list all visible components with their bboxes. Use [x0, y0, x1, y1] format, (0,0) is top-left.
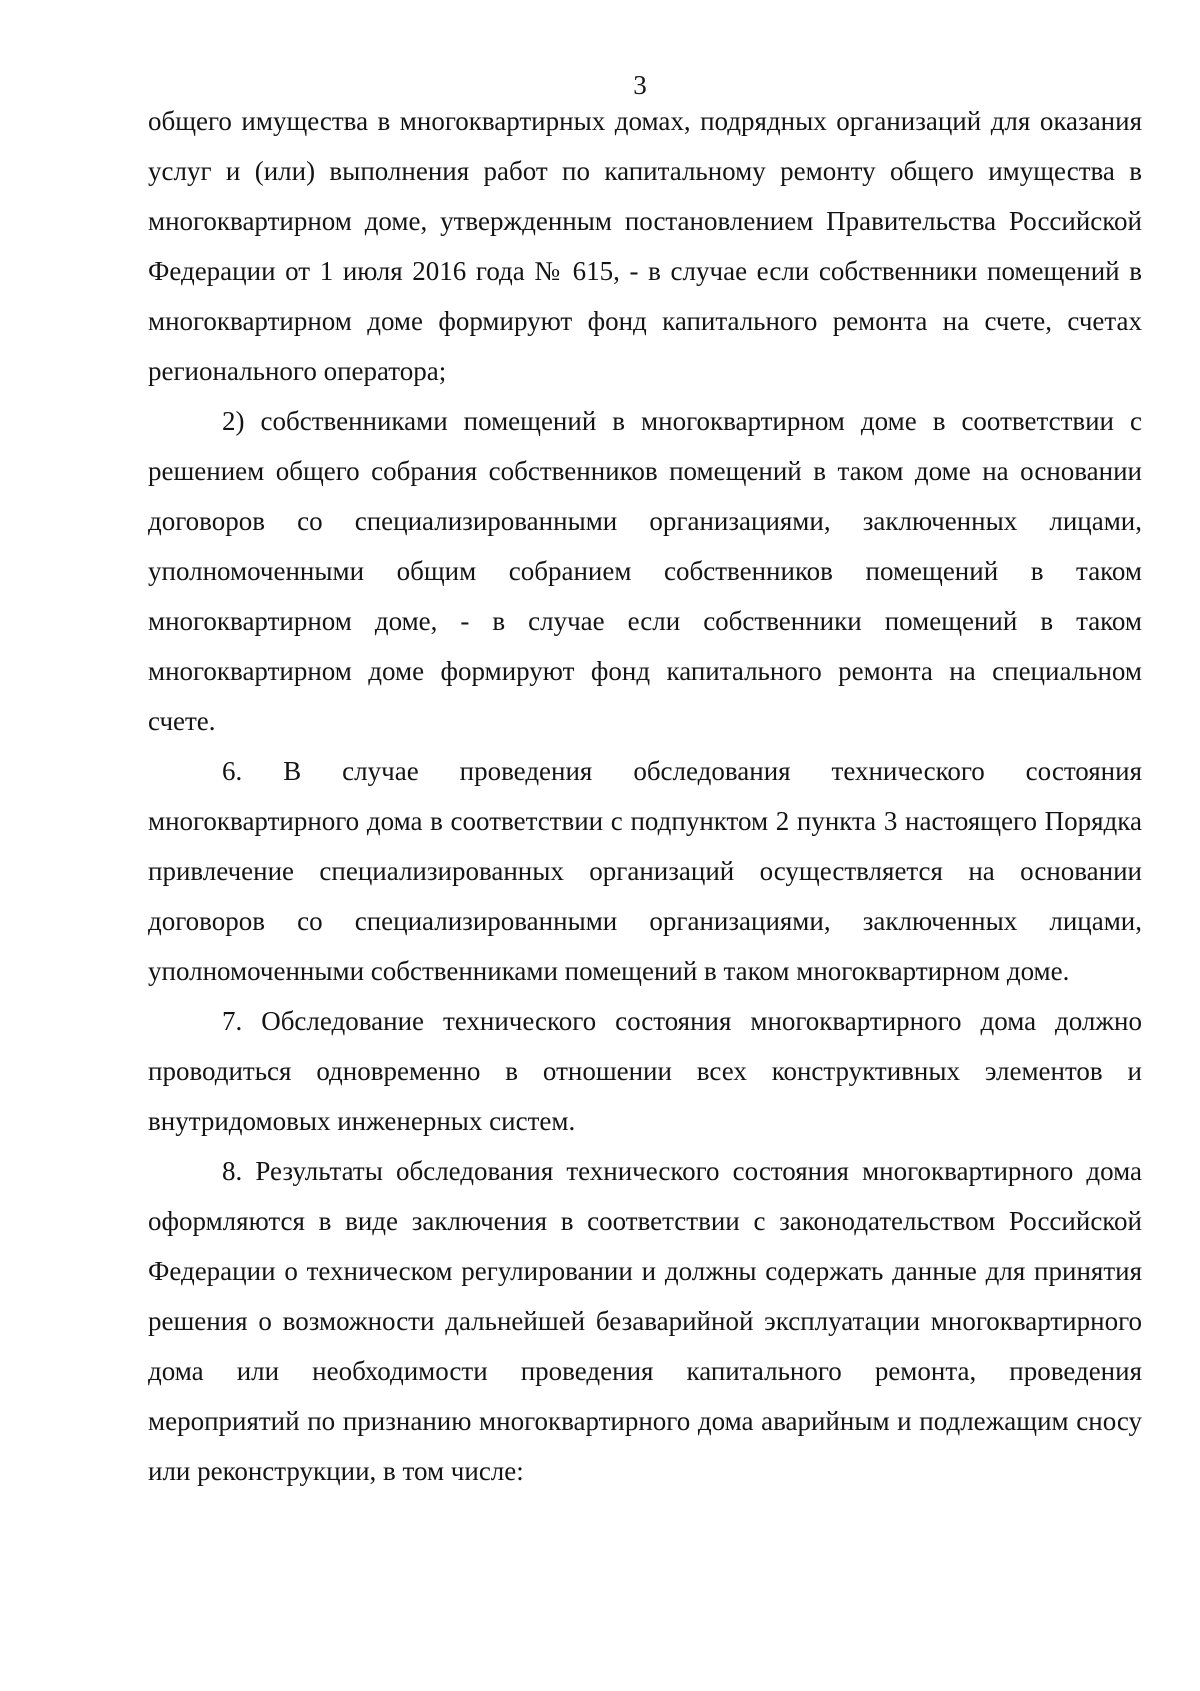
paragraph-item-2: 2) собственниками помещений в многоквартирном доме в соответствии с решением общего собрания собственников помещений в таком доме на основании договоров со специализированными организациями, заключенных лицами, уполномоченными общим собранием собственников помещений в таком многоквартирном доме, - в случае если собственники помещений в таком многоквартирном доме формируют фонд капитального ремонта на специальном счете. — [148, 406, 1142, 736]
paragraph-6: 6. В случае проведения обследования технического состояния многоквартирного дома в соответствии с подпунктом 2 пункта 3 настоящего Порядка привлечение специализированных организаций осуществляется на основании договоров со специализированными организациями, заключенных лицами, уполномоченными собственниками помещений в таком многоквартирном доме. — [148, 756, 1142, 986]
paragraph-continued: общего имущества в многоквартирных домах, подрядных организаций для оказания услуг и (или) выполнения работ по капитальному ремонту общего имущества в многоквартирном доме, утвержденным постановлением Правительства Российской Федерации от 1 июля 2016 года № 615, - в случае если собственники помещений в многоквартирном доме формируют фонд капитального ремонта на счете, счетах регионального оператора; — [148, 106, 1142, 386]
document-body — [148, 96, 1142, 1496]
page-number: 3 — [633, 70, 647, 100]
paragraph-7: 7. Обследование технического состояния многоквартирного дома должно проводиться одновременно в отношении всех конструктивных элементов и внутридомовых инженерных систем. — [148, 1006, 1142, 1136]
paragraph-8: 8. Результаты обследования технического состояния многоквартирного дома оформляются в виде заключения в соответствии с законодательством Российской Федерации о техническом регулировании и должны содержать данные для принятия решения о возможности дальнейшей безаварийной эксплуатации многоквартирного дома или необходимости проведения капитального ремонта, проведения мероприятий по признанию многоквартирного дома аварийным и подлежащим сносу или реконструкции, в том числе: — [148, 1156, 1142, 1486]
